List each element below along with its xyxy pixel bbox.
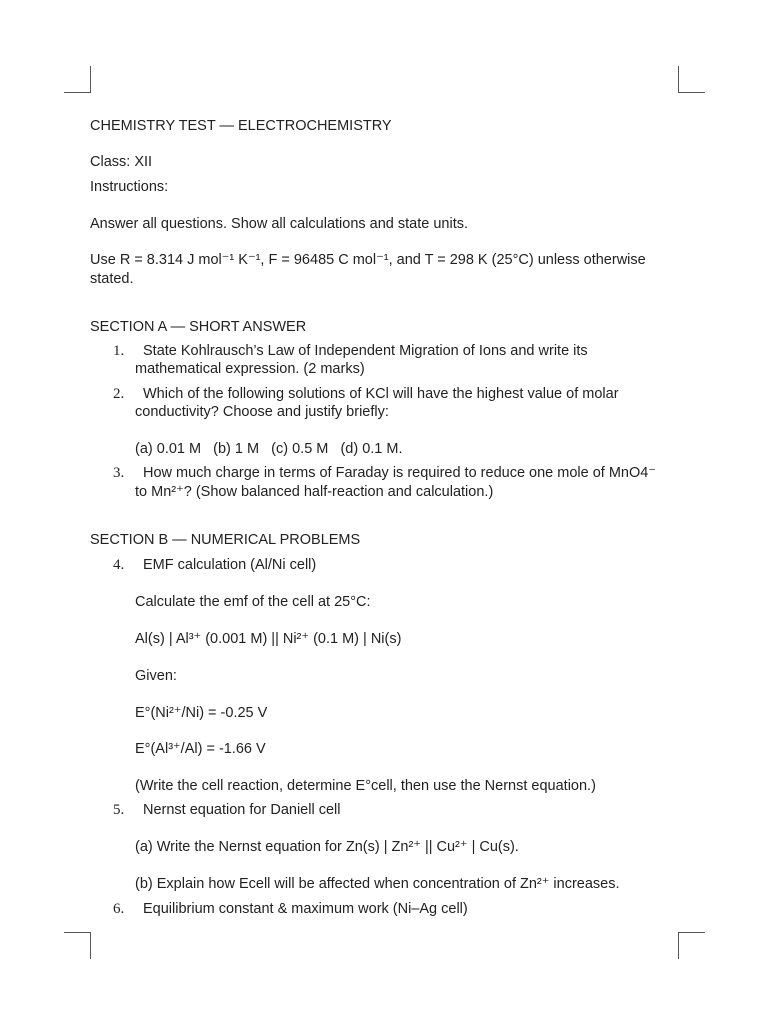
question-4-title: EMF calculation (Al/Ni cell)	[143, 557, 317, 573]
instruction-2-line1: Use R = 8.314 J mol⁻¹ K⁻¹, F = 96485 C mol⁻¹, and T = 298 K (25°C) unless otherwise	[90, 252, 646, 268]
question-4-cell-notation: Al(s) | Al³⁺ (0.001 M) || Ni²⁺ (0.1 M) | Ni(s)	[135, 631, 402, 647]
question-5-part-b: (b) Explain how Ecell will be affected when concentration of Zn²⁺ increases.	[135, 876, 620, 892]
question-4-given-label: Given:	[135, 668, 177, 684]
question-number: 3.	[113, 465, 125, 481]
question-2-line1: Which of the following solutions of KCl will have the highest value of molar	[143, 386, 619, 402]
crop-mark-bottom-right	[678, 932, 705, 959]
question-5-part-a: (a) Write the Nernst equation for Zn(s) | Zn²⁺ || Cu²⁺ | Cu(s).	[135, 839, 519, 855]
class-line: Class: XII	[90, 154, 153, 170]
section-a-heading: SECTION A — SHORT ANSWER	[90, 319, 307, 335]
instruction-2-line2: stated.	[90, 271, 134, 287]
crop-mark-top-right	[678, 66, 705, 93]
question-number: 2.	[113, 386, 125, 402]
crop-mark-top-left	[64, 66, 91, 93]
question-1-line2: mathematical expression. (2 marks)	[135, 361, 365, 377]
question-1-line1: State Kohlrausch’s Law of Independent Migration of Ions and write its	[143, 343, 588, 359]
question-number: 5.	[113, 802, 125, 818]
question-4-e-ni: E°(Ni²⁺/Ni) = -0.25 V	[135, 705, 268, 721]
crop-mark-bottom-left	[64, 932, 91, 959]
question-number: 6.	[113, 901, 125, 917]
document-title: CHEMISTRY TEST — ELECTROCHEMISTRY	[90, 118, 392, 134]
question-number: 1.	[113, 343, 125, 359]
question-number: 4.	[113, 557, 125, 573]
instructions-heading: Instructions:	[90, 179, 169, 195]
instruction-1: Answer all questions. Show all calculations and state units.	[90, 216, 469, 232]
question-3-line2: to Mn²⁺? (Show balanced half-reaction and calculation.)	[135, 484, 494, 500]
section-b-heading: SECTION B — NUMERICAL PROBLEMS	[90, 532, 361, 548]
question-3-line1: How much charge in terms of Faraday is required to reduce one mole of MnO4⁻	[143, 465, 656, 481]
question-2-line2: conductivity? Choose and justify briefly:	[135, 404, 389, 420]
question-5-title: Nernst equation for Daniell cell	[143, 802, 341, 818]
question-4-note: (Write the cell reaction, determine E°cell, then use the Nernst equation.)	[135, 778, 596, 794]
question-6-title: Equilibrium constant & maximum work (Ni–Ag cell)	[143, 901, 468, 917]
question-4-e-al: E°(Al³⁺/Al) = -1.66 V	[135, 741, 266, 757]
question-2-options: (a) 0.01 M (b) 1 M (c) 0.5 M (d) 0.1 M.	[135, 441, 403, 457]
question-4-prompt: Calculate the emf of the cell at 25°C:	[135, 594, 371, 610]
